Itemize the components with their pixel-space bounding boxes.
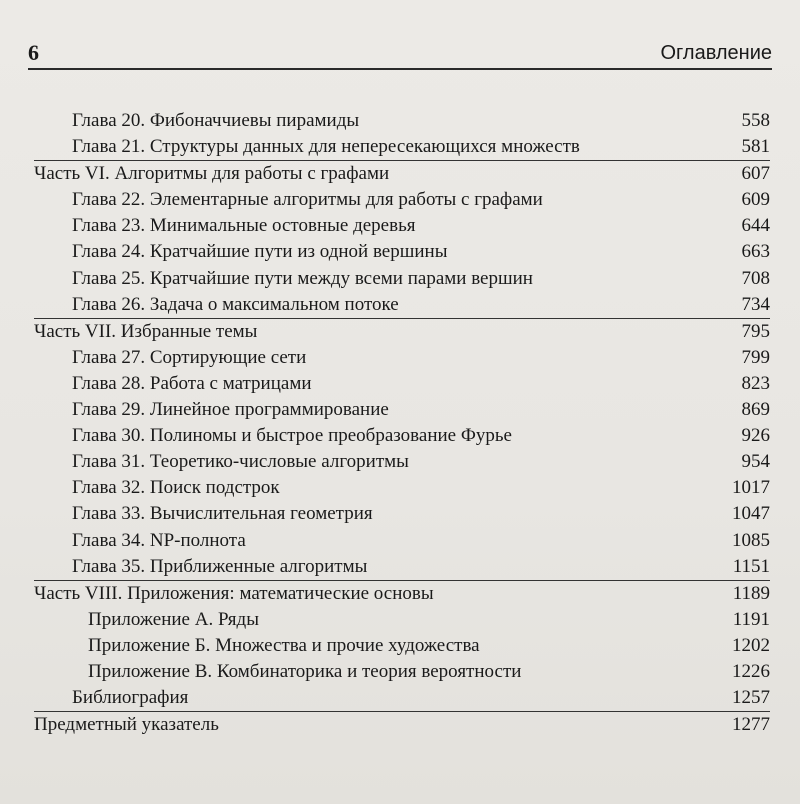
toc-entry-title: Глава 21. Структуры данных для непересекающихся множеств — [72, 136, 580, 158]
toc-entry-title: Глава 26. Задача о максимальном потоке — [72, 293, 399, 315]
toc-entry-title: Глава 30. Полиномы и быстрое преобразование Фурье — [72, 425, 512, 447]
toc-entry-title: Глава 31. Теоретико-числовые алгоритмы — [72, 451, 409, 473]
toc-entry — [34, 345, 770, 371]
toc-entry-page: 609 — [741, 189, 770, 211]
toc-entry-title: Приложение Б. Множества и прочие художества — [88, 634, 480, 656]
toc-entry — [34, 607, 770, 633]
toc-entry-page: 1257 — [732, 687, 770, 709]
toc-entry-title: Глава 23. Минимальные остовные деревья — [72, 215, 416, 237]
toc-entry-page: 1277 — [732, 714, 770, 736]
toc-entry-title: Глава 28. Работа с матрицами — [72, 372, 312, 394]
toc-entry — [34, 371, 770, 397]
toc-entry-page: 1191 — [732, 608, 770, 630]
toc-entry-title: Часть VII. Избранные темы — [34, 320, 258, 342]
toc-entry-page: 1085 — [732, 529, 770, 551]
toc-entry — [34, 213, 770, 239]
toc-entry-page: 954 — [741, 451, 770, 473]
toc-entry-page: 644 — [741, 215, 770, 237]
toc-entry — [34, 318, 770, 345]
toc-entry — [34, 108, 770, 134]
toc-entry-page: 581 — [741, 136, 770, 158]
toc-entry-title: Часть VIII. Приложения: математические основы — [34, 582, 434, 604]
toc-entry — [34, 239, 770, 265]
toc-entry-title: Глава 27. Сортирующие сети — [72, 346, 307, 368]
toc-entry-title: Часть VI. Алгоритмы для работы с графами — [34, 163, 390, 185]
toc-entry — [34, 292, 770, 318]
toc-entry-page: 1017 — [732, 477, 770, 499]
toc-entry — [34, 580, 770, 607]
toc-entry — [34, 659, 770, 685]
toc-entry — [34, 528, 770, 554]
toc-entry-page: 708 — [741, 267, 770, 289]
toc-entry-page: 1189 — [732, 582, 770, 604]
toc-entry — [34, 554, 770, 580]
toc-entry — [34, 187, 770, 213]
toc-entry-title: Библиография — [72, 687, 189, 709]
toc-entry — [34, 134, 770, 160]
toc-entry-page: 823 — [741, 372, 770, 394]
toc-entry-title: Глава 35. Приближенные алгоритмы — [72, 555, 368, 577]
toc-entry — [34, 397, 770, 423]
toc-entry-title: Приложение А. Ряды — [88, 608, 259, 630]
toc-entry-page: 663 — [741, 241, 770, 263]
toc-entry — [34, 160, 770, 187]
toc-entry-page: 734 — [741, 293, 770, 315]
toc-entry-title: Глава 34. NP-полнота — [72, 529, 246, 551]
toc-entry-page: 926 — [741, 425, 770, 447]
toc-entry-title: Глава 22. Элементарные алгоритмы для работы с графами — [72, 189, 543, 211]
toc-entry-page: 799 — [741, 346, 770, 368]
toc-entry-page: 795 — [741, 320, 770, 342]
toc-entry-page: 1226 — [732, 660, 770, 682]
toc-entry-page: 1047 — [732, 503, 770, 525]
toc-entry — [34, 449, 770, 475]
toc-entry-title: Глава 20. Фибоначчиевы пирамиды — [72, 110, 360, 131]
toc-entry-title: Глава 29. Линейное программирование — [72, 399, 389, 421]
toc-entry-page: 1202 — [732, 634, 770, 656]
toc-entry-title: Приложение В. Комбинаторика и теория вероятности — [88, 660, 522, 682]
toc-entry — [34, 266, 770, 292]
toc-entry-title: Глава 32. Поиск подстрок — [72, 477, 280, 499]
toc-entry-title: Предметный указатель — [34, 714, 219, 736]
toc-entry — [34, 423, 770, 449]
toc-entry-page: 558 — [741, 110, 770, 131]
table-of-contents — [34, 108, 770, 738]
toc-entry — [34, 475, 770, 501]
toc-entry-title: Глава 25. Кратчайшие пути между всеми парами вершин — [72, 267, 533, 289]
toc-entry — [34, 633, 770, 659]
toc-entry-page: 1151 — [732, 555, 770, 577]
toc-entry-title: Глава 33. Вычислительная геометрия — [72, 503, 373, 525]
toc-entry — [34, 711, 770, 738]
section-title: Оглавление — [660, 42, 772, 64]
toc-entry — [34, 685, 770, 711]
toc-entry — [34, 501, 770, 527]
page-number: 6 — [28, 40, 39, 65]
toc-entry-title: Глава 24. Кратчайшие пути из одной вершины — [72, 241, 448, 263]
toc-entry-page: 869 — [741, 399, 770, 421]
toc-entry-page: 607 — [741, 163, 770, 185]
running-head — [28, 38, 772, 70]
